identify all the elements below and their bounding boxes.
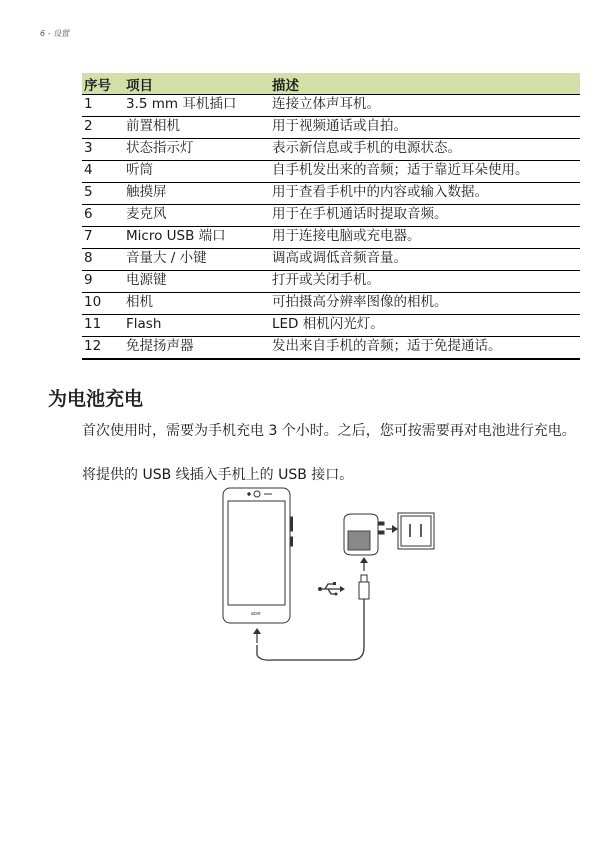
header-item: 项目 [124, 73, 270, 95]
row-description: LED 相机闪光灯。 [270, 315, 580, 337]
row-number: 4 [82, 161, 124, 183]
row-item: Flash [124, 315, 270, 337]
row-item: Micro USB 端口 [124, 227, 270, 249]
arrow-right-icon [386, 525, 398, 533]
table-row [82, 337, 580, 360]
row-item: 音量大 / 小键 [124, 249, 270, 271]
row-number: 11 [82, 315, 124, 337]
row-description: 调高或调低音频音量。 [270, 249, 580, 271]
row-number: 10 [82, 293, 124, 315]
table-row [82, 249, 580, 271]
row-item: 免提扬声器 [124, 337, 270, 360]
charging-illustration [222, 487, 447, 662]
row-description: 表示新信息或手机的电源状态。 [270, 139, 580, 161]
row-number: 3 [82, 139, 124, 161]
phone-logo: acer [251, 611, 261, 617]
row-item: 听筒 [124, 161, 270, 183]
row-item: 3.5 mm 耳机插口 [124, 95, 270, 117]
table-header-row [82, 73, 580, 95]
row-item: 触摸屏 [124, 183, 270, 205]
table-row [82, 95, 580, 117]
row-number: 2 [82, 117, 124, 139]
row-item: 状态指示灯 [124, 139, 270, 161]
header-number: 序号 [82, 73, 124, 95]
row-number: 12 [82, 337, 124, 360]
arrow-up-icon [253, 628, 261, 643]
running-header: 6 - 设置 [40, 29, 70, 38]
row-number: 7 [82, 227, 124, 249]
table-row [82, 117, 580, 139]
table-row [82, 205, 580, 227]
row-number: 8 [82, 249, 124, 271]
table-row [82, 139, 580, 161]
row-description: 连接立体声耳机。 [270, 95, 580, 117]
row-number: 5 [82, 183, 124, 205]
arrow-up-icon [360, 557, 368, 571]
row-item: 前置相机 [124, 117, 270, 139]
table-row [82, 227, 580, 249]
row-number: 1 [82, 95, 124, 117]
component-table [82, 73, 580, 360]
usb-instruction-paragraph: 将提供的 USB 线插入手机上的 USB 接口。 [82, 467, 354, 483]
row-item: 相机 [124, 293, 270, 315]
charging-paragraph: 首次使用时，需要为手机充电 3 个小时。之后，您可按需要再对电池进行充电。 [82, 423, 576, 439]
row-description: 用于视频通话或自拍。 [270, 117, 580, 139]
usb-plug [359, 575, 369, 599]
row-description: 用于在手机通话时提取音频。 [270, 205, 580, 227]
table-row [82, 293, 580, 315]
row-number: 6 [82, 205, 124, 227]
row-description: 打开或关闭手机。 [270, 271, 580, 293]
table-row [82, 183, 580, 205]
wall-outlet [398, 513, 434, 549]
row-description: 用于连接电脑或充电器。 [270, 227, 580, 249]
header-description: 描述 [270, 73, 580, 95]
row-description: 发出来自手机的音频；适于免提通话。 [270, 337, 580, 360]
table-row [82, 271, 580, 293]
row-description: 可拍摄高分辨率图像的相机。 [270, 293, 580, 315]
row-item: 电源键 [124, 271, 270, 293]
table-row [82, 161, 580, 183]
table-row [82, 315, 580, 337]
row-description: 自手机发出来的音频；适于靠近耳朵使用。 [270, 161, 580, 183]
section-title: 为电池充电 [48, 388, 144, 410]
phone-illustration [223, 488, 293, 623]
row-number: 9 [82, 271, 124, 293]
row-description: 用于查看手机中的内容或输入数据。 [270, 183, 580, 205]
power-adapter [344, 514, 384, 555]
usb-symbol-icon [318, 582, 345, 596]
row-item: 麦克风 [124, 205, 270, 227]
